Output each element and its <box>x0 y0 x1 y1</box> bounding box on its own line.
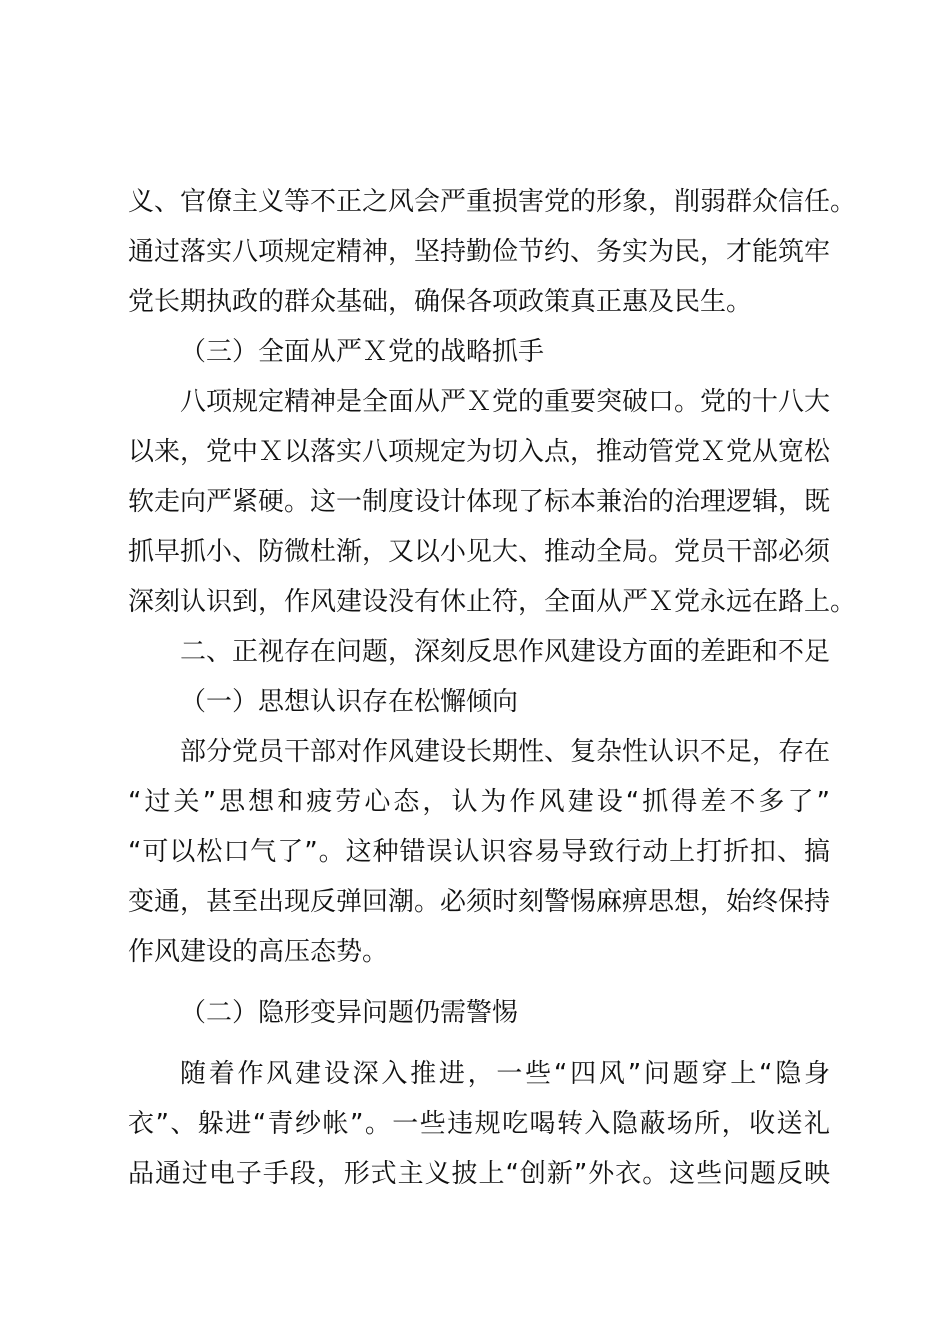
paragraph-spacer <box>128 977 830 988</box>
document-body <box>128 177 857 1199</box>
paragraph-first-line: 八项规定精神是全面从严Ｘ党的重要突破口。党的十八大 <box>180 387 831 417</box>
body-line: 抓早抓小、防微杜渐，又以小见大、推动全局。党员干部必须 <box>128 537 831 567</box>
body-line: 软走向严紧硬。这一制度设计体现了标本兼治的治理逻辑，既 <box>128 487 831 517</box>
body-line: 品通过电子手段，形式主义披上“创新”外衣。这些问题反映 <box>128 1159 830 1189</box>
body-line: 作风建设的高压态势。 <box>128 937 389 967</box>
body-line: “可以松口气了”。这种错误认识容易导致行动上打折扣、搞 <box>128 837 830 867</box>
section-heading-1: （一）思想认识存在松懈倾向 <box>180 687 519 717</box>
body-line: 深刻认识到，作风建设没有休止符，全面从严Ｘ党永远在路上。 <box>128 587 857 617</box>
paragraph-first-line: 随着作风建设深入推进，一些“四风”问题穿上“隐身 <box>180 1059 830 1089</box>
body-line: 衣”、躲进“青纱帐”。一些违规吃喝转入隐蔽场所，收送礼 <box>128 1109 830 1139</box>
body-line: 通过落实八项规定精神，坚持勤俭节约、务实为民，才能筑牢 <box>128 237 831 267</box>
body-line: 义、官僚主义等不正之风会严重损害党的形象，削弱群众信任。 <box>128 187 857 217</box>
body-line: 以来，党中Ｘ以落实八项规定为切入点，推动管党Ｘ党从宽松 <box>128 437 831 467</box>
chapter-heading-2: 二、正视存在问题，深刻反思作风建设方面的差距和不足 <box>180 637 831 667</box>
body-line: “过关”思想和疲劳心态，认为作风建设“抓得差不多了” <box>128 787 830 817</box>
body-line: 变通，甚至出现反弹回潮。必须时刻警惕麻痹思想，始终保持 <box>128 887 831 917</box>
paragraph-spacer <box>128 1038 830 1049</box>
paragraph-first-line: 部分党员干部对作风建设长期性、复杂性认识不足，存在 <box>180 737 831 767</box>
section-heading-2: （二）隐形变异问题仍需警惕 <box>180 998 519 1028</box>
body-line: 党长期执政的群众基础，确保各项政策真正惠及民生。 <box>128 287 753 317</box>
section-heading-3: （三）全面从严Ｘ党的战略抓手 <box>180 337 545 367</box>
